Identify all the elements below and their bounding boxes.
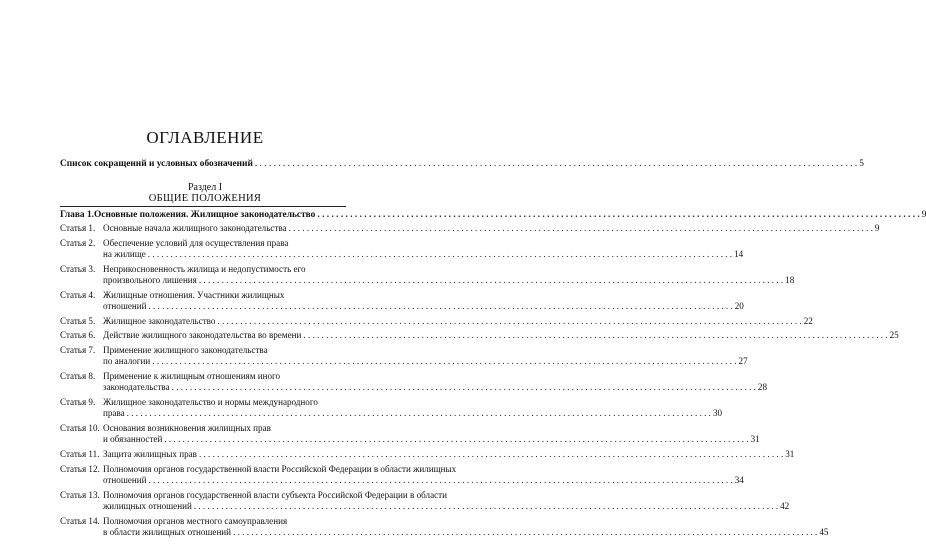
article-title-text: Жилищное законодательство: [103, 315, 216, 326]
article-title-line: Применение жилищного законодательства: [103, 345, 268, 356]
article-body: [103, 223, 879, 234]
article-body: [103, 449, 794, 460]
abbreviations-page: 5: [859, 159, 864, 169]
article-title-line: Неприкосновенность жилища и недопустимость его: [103, 263, 306, 274]
leader-dots: [317, 210, 919, 220]
toc-article-entry[interactable]: [60, 515, 829, 539]
article-title-line: Основания возникновения жилищных прав: [103, 422, 271, 433]
article-body: [103, 490, 789, 513]
article-number: Статья 4.: [60, 289, 96, 300]
article-title-last-line: [103, 527, 828, 538]
article-page: 42: [780, 500, 790, 511]
article-number: Статья 8.: [60, 371, 96, 381]
article-title-text: Действие жилищного законодательства во времени: [103, 330, 302, 341]
article-body: [103, 423, 760, 446]
leader-dots: [255, 159, 857, 169]
chapter-number: Глава 1.: [60, 210, 94, 220]
article-title-last-line: [103, 249, 743, 260]
article-page: 22: [803, 315, 813, 326]
article-page: 45: [819, 526, 829, 537]
toc-article-entry[interactable]: [60, 330, 899, 341]
leader-dots: [303, 330, 887, 341]
article-title-last-line: [103, 449, 794, 460]
article-title-line: Жилищные отношения. Участники жилищных: [103, 289, 285, 300]
article-body: [103, 264, 794, 287]
article-body: [103, 464, 744, 487]
article-number: Статья 13.: [60, 489, 100, 500]
article-title-text: в области жилищных отношений: [103, 526, 232, 537]
article-title-line: Применение к жилищным отношениям иного: [103, 371, 281, 381]
article-number: Статья 5.: [60, 315, 96, 326]
toc-abbreviations-entry[interactable]: [60, 159, 864, 169]
article-title-line: Жилищное законодательство и нормы международного: [103, 396, 318, 407]
article-title-line: Полномочия органов государственной власти Российской Федерации в области жилищных: [103, 463, 457, 474]
chapter-title: Основные положения. Жилищное законодательство: [93, 210, 316, 220]
article-page: 34: [734, 474, 744, 485]
article-title-last-line: [103, 501, 789, 512]
chapter-page: 9: [921, 210, 926, 220]
leader-dots: [148, 249, 732, 260]
article-title-last-line: [103, 275, 794, 286]
article-title-last-line: [103, 330, 899, 341]
article-title-last-line: [103, 316, 813, 327]
leader-dots: [164, 434, 748, 445]
article-page: 25: [889, 330, 899, 341]
article-title-text: Защита жилищных прав: [103, 448, 197, 459]
article-page: 27: [738, 356, 748, 367]
section-title: ОБЩИЕ ПОЛОЖЕНИЯ: [148, 193, 262, 204]
article-title-last-line: [103, 356, 748, 367]
leader-dots: [217, 316, 801, 327]
article-body: [103, 345, 748, 368]
leader-dots: [199, 275, 783, 286]
leader-dots: [172, 382, 756, 393]
article-number: Статья 6.: [60, 330, 96, 341]
article-title-line: Полномочия органов государственной власти субъекта Российской Федерации в области: [103, 489, 448, 500]
article-number: Статья 11.: [60, 448, 100, 459]
toc-article-entry[interactable]: [60, 223, 880, 234]
toc-article-entry[interactable]: [60, 345, 748, 368]
article-title-last-line: [103, 382, 767, 393]
article-page: 9: [874, 223, 880, 233]
abbreviations-label: Список сокращений и условных обозначений: [60, 159, 253, 169]
article-title-last-line: [103, 408, 722, 419]
article-number: Статья 14.: [60, 515, 100, 526]
toc-entries: [60, 223, 899, 542]
toc-article-entry[interactable]: [60, 396, 723, 420]
toc-article-entry[interactable]: [60, 237, 744, 261]
section-label: Раздел I: [187, 182, 223, 193]
article-title-text: права: [103, 408, 125, 419]
section-divider: [60, 206, 346, 207]
article-page: 18: [785, 274, 795, 285]
toc-article-entry[interactable]: [60, 263, 795, 287]
article-body: [103, 238, 743, 261]
article-title-text: на жилище: [103, 248, 146, 259]
toc-chapter-entry[interactable]: [60, 210, 926, 220]
article-number: Статья 1.: [60, 223, 96, 233]
leader-dots: [127, 408, 711, 419]
article-number: Статья 3.: [60, 263, 96, 274]
article-number: Статья 7.: [60, 345, 96, 356]
article-title-last-line: [103, 223, 879, 234]
article-title-text: по аналогии: [103, 356, 151, 367]
toc-article-entry[interactable]: [60, 315, 813, 327]
toc-article-entry[interactable]: [60, 448, 795, 460]
leader-dots: [148, 475, 732, 486]
leader-dots: [233, 527, 817, 538]
leader-dots: [199, 449, 783, 460]
page-title: ОГЛАВЛЕНИЕ: [146, 128, 264, 147]
article-title-text: Основные начала жилищного законодательства: [103, 223, 287, 233]
article-page: 28: [757, 382, 768, 393]
article-number: Статья 9.: [60, 396, 96, 407]
toc-article-entry[interactable]: [60, 422, 760, 446]
toc-article-entry[interactable]: [60, 289, 744, 313]
article-body: [103, 371, 767, 394]
article-body: [103, 330, 899, 341]
toc-article-entry[interactable]: [60, 463, 744, 487]
article-body: [103, 397, 722, 420]
article-title-text: и обязанностей: [103, 434, 163, 445]
article-title-line: Обеспечение условий для осуществления права: [103, 237, 289, 248]
article-title-text: отношений: [103, 300, 147, 311]
article-body: [103, 316, 813, 327]
article-page: 31: [785, 448, 795, 459]
article-title-last-line: [103, 434, 760, 445]
article-number: Статья 10.: [60, 422, 100, 433]
article-title-last-line: [103, 475, 744, 486]
leader-dots: [194, 501, 778, 512]
article-title-text: жилищных отношений: [103, 500, 192, 511]
article-number: Статья 12.: [60, 463, 100, 474]
article-body: [103, 516, 828, 539]
article-page: 20: [734, 300, 744, 311]
article-number: Статья 2.: [60, 237, 96, 248]
article-title-text: законодательства: [103, 382, 170, 393]
article-title-line: Полномочия органов местного самоуправления: [103, 515, 288, 526]
leader-dots: [148, 301, 732, 312]
article-title-text: произвольного лишения: [103, 274, 197, 285]
article-body: [103, 290, 744, 313]
leader-dots: [289, 223, 873, 234]
toc-article-entry[interactable]: [60, 489, 790, 513]
article-page: 31: [750, 434, 760, 445]
article-page: 14: [734, 248, 744, 259]
leader-dots: [152, 356, 736, 367]
toc-article-entry[interactable]: [60, 371, 768, 394]
article-page: 30: [712, 408, 723, 419]
article-title-text: отношений: [103, 474, 147, 485]
article-title-last-line: [103, 301, 744, 312]
